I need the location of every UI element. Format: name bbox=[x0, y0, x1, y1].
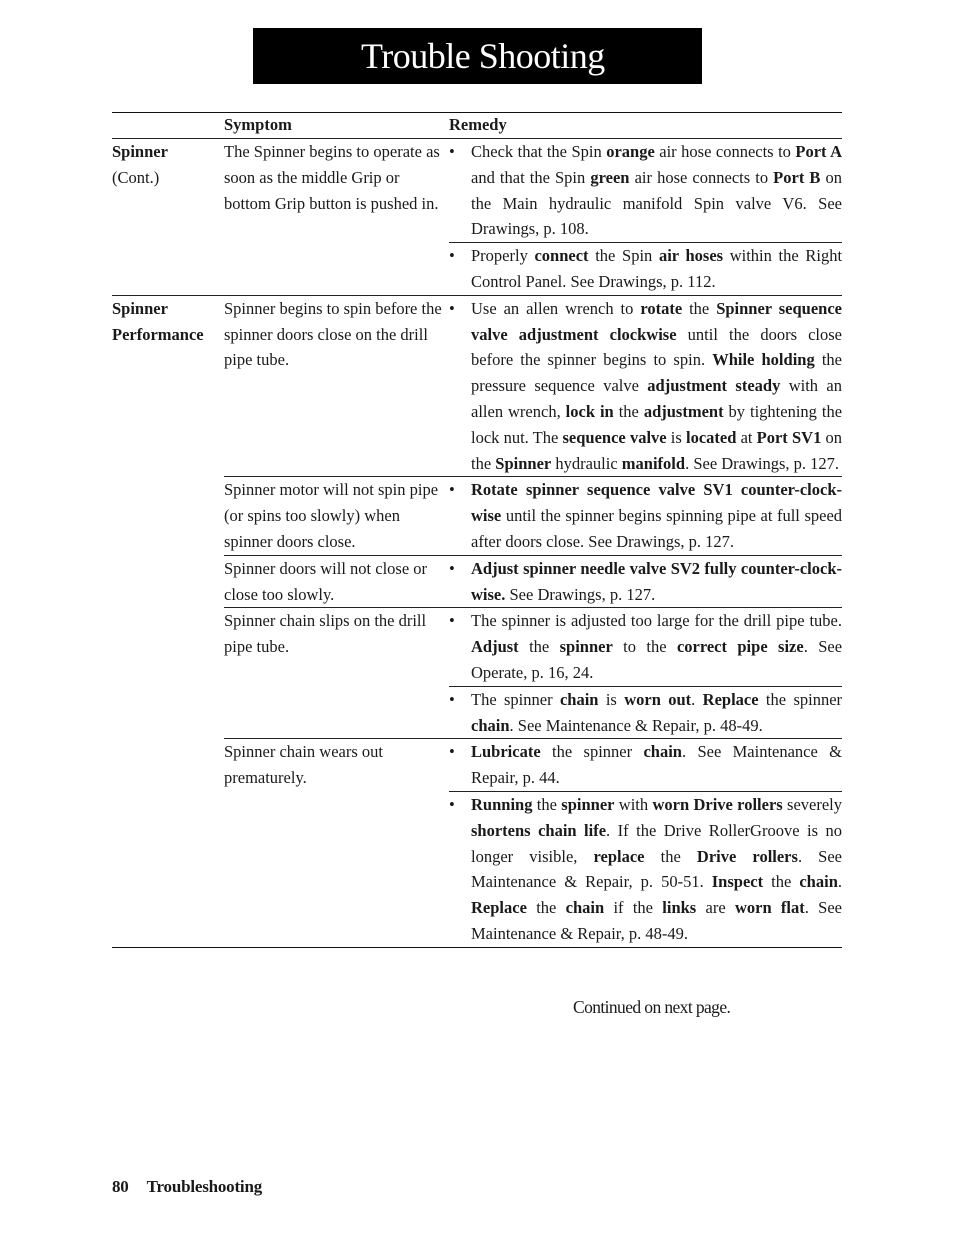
table-row bbox=[112, 477, 842, 555]
remedy-emphasis: While holding bbox=[712, 350, 815, 370]
remedy-emphasis: manifold bbox=[621, 453, 686, 473]
table-row bbox=[112, 295, 842, 477]
symptom-cell: Spinner motor will not spin pipe (or spins too slowly) when spinner doors close. bbox=[224, 477, 449, 555]
table-body bbox=[112, 139, 842, 948]
remedy-text: the bbox=[518, 637, 560, 657]
remedy-text: air hose connects to bbox=[654, 142, 796, 161]
remedy-text: the Spin bbox=[588, 246, 659, 266]
remedy-cell bbox=[471, 139, 842, 243]
remedy-text: is bbox=[598, 689, 625, 709]
remedy-emphasis: Drive rollers bbox=[696, 846, 798, 866]
category-header bbox=[112, 113, 224, 139]
remedy-emphasis: Adjust spinner needle valve SV2 fully counter-clock-wise. bbox=[471, 558, 843, 604]
remedy-emphasis: located bbox=[685, 427, 737, 447]
page-footer bbox=[112, 1177, 262, 1197]
remedy-text: . bbox=[691, 689, 703, 709]
bullet-icon: • bbox=[449, 791, 471, 947]
table-row bbox=[112, 608, 842, 686]
remedy-text: . See Operate, p. 16, 24. bbox=[471, 637, 843, 682]
remedy-text: . See Maintenance & Repair, p. 50-51. bbox=[471, 846, 842, 892]
symptom-cell: Spinner begins to spin before the spinner doors close on the drill pipe tube. bbox=[224, 295, 449, 477]
remedy-text: the bbox=[644, 846, 697, 866]
remedy-text: until the spinner begins spinning pipe at full speed after doors close. See Drawings, p. 127. bbox=[471, 506, 843, 551]
remedy-emphasis: replace bbox=[593, 846, 645, 866]
remedy-text: the bbox=[763, 872, 800, 892]
remedy-text: are bbox=[696, 898, 735, 918]
remedy-emphasis: worn out bbox=[624, 689, 692, 709]
remedy-cell bbox=[471, 243, 842, 296]
remedy-text: until the doors close before the spinner begins to spin. bbox=[471, 324, 843, 370]
remedy-text: the bbox=[526, 898, 566, 918]
remedy-text: on the bbox=[471, 427, 843, 473]
symptom-cell: The Spinner begins to operate as soon as the middle Grip or bottom Grip button is pushed in. bbox=[224, 139, 449, 296]
remedy-emphasis: Inspect bbox=[711, 872, 764, 892]
bullet-icon: • bbox=[449, 686, 471, 739]
remedy-text: See Drawings, p. 127. bbox=[505, 584, 656, 604]
bullet-icon: • bbox=[449, 555, 471, 608]
bullet-icon: • bbox=[449, 608, 471, 686]
remedy-cell bbox=[471, 608, 842, 686]
category-cell bbox=[112, 139, 224, 296]
remedy-text: with an allen wrench, bbox=[471, 376, 842, 421]
remedy-emphasis: Replace bbox=[471, 898, 527, 918]
troubleshooting-table bbox=[112, 112, 842, 948]
remedy-text: with bbox=[614, 794, 653, 814]
symptom-cell: Spinner doors will not close or close too slowly. bbox=[224, 555, 449, 608]
symptom-cell: Spinner chain slips on the drill pipe tube. bbox=[224, 608, 449, 739]
remedy-emphasis: Port A bbox=[795, 142, 843, 161]
remedy-emphasis: shortens chain life bbox=[471, 820, 607, 840]
remedy-emphasis: Port B bbox=[773, 167, 821, 187]
remedy-emphasis: lock in bbox=[565, 401, 614, 421]
remedy-cell bbox=[471, 477, 842, 555]
table-row bbox=[112, 739, 842, 792]
remedy-cell bbox=[471, 791, 842, 947]
category-cell bbox=[112, 295, 224, 477]
remedy-text: the pressure sequence valve bbox=[471, 350, 842, 396]
category-sublabel: (Cont.) bbox=[112, 167, 160, 187]
remedy-emphasis: Spinner sequence valve adjustment clockwise bbox=[471, 298, 842, 344]
remedy-emphasis: chain bbox=[471, 715, 510, 735]
remedy-cell bbox=[471, 555, 842, 608]
category-label: Spinner bbox=[112, 142, 168, 161]
remedy-emphasis: spinner bbox=[561, 794, 615, 814]
category-cell bbox=[112, 608, 224, 739]
category-cell bbox=[112, 477, 224, 555]
remedy-text: by tightening the lock nut. The bbox=[471, 401, 843, 447]
remedy-emphasis: orange bbox=[606, 142, 655, 161]
symptom-cell: Spinner chain wears out prematurely. bbox=[224, 739, 449, 947]
remedy-text: Check that the Spin bbox=[471, 142, 607, 161]
remedy-emphasis: Adjust bbox=[471, 637, 519, 657]
remedy-emphasis: rotate bbox=[640, 298, 683, 318]
remedy-emphasis: Running bbox=[471, 794, 533, 814]
bullet-icon: • bbox=[449, 739, 471, 792]
remedy-emphasis: Spinner bbox=[495, 453, 552, 473]
category-cell bbox=[112, 555, 224, 608]
remedy-emphasis: chain bbox=[799, 872, 838, 892]
remedy-emphasis: Port SV1 bbox=[756, 427, 822, 447]
remedy-text: and that the Spin bbox=[471, 167, 591, 187]
remedy-text: Use an allen wrench to bbox=[471, 298, 641, 318]
bullet-icon: • bbox=[449, 295, 471, 477]
remedy-emphasis: adjustment steady bbox=[647, 376, 781, 396]
category-cell bbox=[112, 739, 224, 947]
remedy-text: the bbox=[613, 401, 644, 421]
remedy-text: is bbox=[666, 427, 686, 447]
remedy-header: Remedy bbox=[449, 115, 507, 134]
remedy-text: . See Drawings, p. 127. bbox=[685, 453, 840, 473]
remedy-emphasis: correct pipe size bbox=[676, 637, 804, 657]
remedy-text: the spinner bbox=[540, 742, 644, 762]
page-title: Trouble Shooting bbox=[253, 28, 702, 84]
remedy-cell bbox=[471, 739, 842, 792]
bullet-icon: • bbox=[449, 243, 471, 296]
remedy-text: The spinner bbox=[471, 689, 560, 709]
table-row bbox=[112, 555, 842, 608]
footer-section: Troubleshooting bbox=[146, 1177, 263, 1196]
remedy-emphasis: connect bbox=[534, 246, 589, 266]
category-sublabel: Performance bbox=[112, 324, 204, 344]
remedy-emphasis: chain bbox=[643, 742, 682, 762]
remedy-text: severely bbox=[782, 794, 842, 814]
category-label: Spinner bbox=[112, 298, 168, 318]
bullet-icon: • bbox=[449, 477, 471, 555]
remedy-emphasis: worn flat bbox=[734, 898, 805, 918]
remedy-emphasis: adjustment bbox=[643, 401, 724, 421]
remedy-emphasis: green bbox=[590, 167, 630, 187]
remedy-emphasis: chain bbox=[559, 689, 599, 709]
remedy-text: the bbox=[532, 794, 562, 814]
remedy-text: to the bbox=[612, 637, 677, 657]
remedy-emphasis: spinner bbox=[559, 637, 613, 657]
remedy-emphasis: Rotate spinner sequence valve SV1 counter-clock-wise bbox=[471, 480, 843, 526]
remedy-text: hydraulic bbox=[551, 453, 622, 473]
remedy-emphasis: sequence valve bbox=[562, 427, 667, 447]
remedy-text: Properly bbox=[471, 246, 535, 266]
page-number: 80 bbox=[112, 1177, 129, 1196]
remedy-emphasis: air hoses bbox=[658, 246, 724, 266]
remedy-text: . See Maintenance & Repair, p. 48-49. bbox=[471, 898, 842, 943]
remedy-text: the bbox=[682, 298, 717, 318]
remedy-text: . If the Drive RollerGroove is no longer visible, bbox=[471, 820, 843, 866]
remedy-text: . bbox=[837, 872, 842, 892]
symptom-header: Symptom bbox=[224, 115, 292, 134]
remedy-text: within the Right Control Panel. See Drawings, p. 112. bbox=[471, 246, 843, 291]
remedy-text: the spinner bbox=[758, 689, 843, 709]
remedy-text: . See Maintenance & Repair, p. 48-49. bbox=[509, 715, 763, 735]
table-header-row bbox=[112, 113, 842, 139]
remedy-cell bbox=[471, 686, 842, 739]
remedy-emphasis: chain bbox=[565, 898, 605, 918]
bullet-icon: • bbox=[449, 139, 471, 243]
remedy-emphasis: worn Drive rollers bbox=[652, 794, 783, 814]
remedy-text: at bbox=[736, 427, 757, 447]
remedy-text: air hose connects to bbox=[629, 167, 774, 187]
remedy-text: The spinner is adjusted too large for the drill pipe tube. bbox=[471, 611, 843, 631]
table-row bbox=[112, 139, 842, 243]
remedy-emphasis: Replace bbox=[702, 689, 759, 709]
remedy-emphasis: Lubricate bbox=[471, 742, 541, 762]
remedy-text: . See Maintenance & Repair, p. 44. bbox=[471, 742, 843, 788]
continued-note: Continued on next page. bbox=[573, 997, 731, 1017]
remedy-cell bbox=[471, 295, 842, 477]
remedy-emphasis: links bbox=[662, 898, 697, 918]
remedy-text: if the bbox=[604, 898, 663, 918]
remedy-text: on the Main hydraulic manifold Spin valve V6. See Drawings, p. 108. bbox=[471, 167, 843, 239]
